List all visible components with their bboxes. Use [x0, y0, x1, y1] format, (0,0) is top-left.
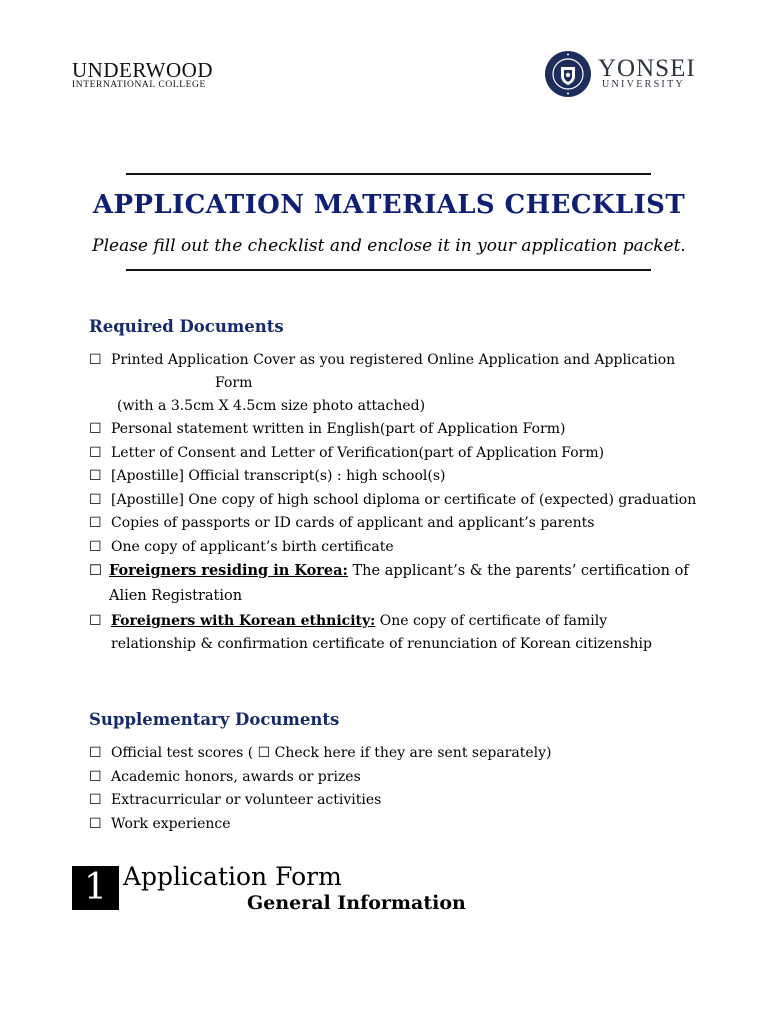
supplementary-documents-heading: Supplementary Documents — [89, 710, 340, 729]
required-item-foreigners-residing-continued: Alien Registration — [109, 588, 243, 604]
checkbox[interactable]: ☐ — [89, 445, 102, 461]
checkbox[interactable]: ☐ — [89, 515, 102, 531]
required-item-personal-statement — [89, 420, 565, 438]
checkbox[interactable]: ☐ — [89, 492, 102, 508]
page-title: APPLICATION MATERIALS CHECKLIST — [92, 190, 686, 220]
underwood-logo-line1: UNDERWOOD — [72, 58, 213, 82]
item-label: Printed Application Cover as you registered Online Application and Application — [111, 352, 676, 368]
required-item-application-cover-continued: Form — [215, 375, 253, 391]
checkbox[interactable]: ☐ — [89, 468, 102, 484]
required-item-birth-certificate — [89, 538, 394, 556]
required-item-letter-of-consent — [89, 444, 604, 462]
checkbox[interactable]: ☐ — [89, 816, 102, 832]
checkbox[interactable]: ☐ — [89, 792, 102, 808]
item-label: Official test scores ( ☐ Check here if they are sent separately) — [111, 745, 552, 761]
item-label-bold: Foreigners with Korean ethnicity: — [111, 613, 376, 629]
yonsei-logo — [544, 50, 704, 98]
checkbox[interactable]: ☐ — [89, 769, 102, 785]
item-label: Work experience — [111, 816, 231, 832]
item-label: Academic honors, awards or prizes — [111, 769, 361, 785]
supplementary-item-honors — [89, 768, 361, 786]
checkbox[interactable]: ☐ — [89, 539, 102, 555]
checkbox[interactable]: ☐ — [89, 352, 102, 368]
supplementary-item-work-experience — [89, 815, 231, 833]
section-title: Application Form — [123, 862, 342, 891]
item-label: Letter of Consent and Letter of Verification(part of Application Form) — [111, 445, 605, 461]
supplementary-item-test-scores — [89, 744, 551, 762]
item-label: [Apostille] One copy of high school diploma or certificate of (expected) graduation — [111, 492, 697, 508]
checkbox[interactable]: ☐ — [89, 563, 102, 579]
required-documents-heading: Required Documents — [89, 317, 284, 336]
item-label: [Apostille] Official transcript(s) : high school(s) — [111, 468, 446, 484]
item-label-bold: Foreigners residing in Korea: — [109, 562, 348, 579]
checkbox[interactable]: ☐ — [89, 745, 102, 761]
underwood-logo — [72, 60, 213, 90]
item-label: One copy of certificate of family — [375, 613, 608, 629]
underwood-logo-line2: INTERNATIONAL COLLEGE — [72, 80, 206, 90]
item-label: The applicant’s & the parents’ certification of — [347, 563, 689, 579]
required-item-foreigners-residing — [89, 562, 689, 580]
required-item-korean-ethnicity — [89, 612, 607, 630]
yonsei-logo-line1: YONSEI — [598, 55, 696, 82]
required-item-transcript — [89, 467, 446, 485]
item-label: Copies of passports or ID cards of applicant and applicant’s parents — [111, 515, 595, 531]
section-subtitle: General Information — [247, 892, 466, 914]
yonsei-seal-icon — [544, 50, 592, 98]
required-item-application-cover — [89, 351, 675, 369]
checkbox[interactable]: ☐ — [89, 613, 102, 629]
bottom-rule — [126, 269, 651, 271]
top-rule — [126, 173, 651, 175]
yonsei-logo-line2: UNIVERSITY — [602, 79, 685, 90]
required-item-korean-ethnicity-continued: relationship & confirmation certificate of renunciation of Korean citizenship — [111, 636, 652, 652]
required-item-photo-note: (with a 3.5cm X 4.5cm size photo attached) — [117, 398, 426, 414]
page-subtitle: Please fill out the checklist and enclose it in your application packet. — [92, 236, 686, 256]
required-item-diploma — [89, 491, 696, 509]
supplementary-item-activities — [89, 791, 381, 809]
item-label: Personal statement written in English(part of Application Form) — [111, 421, 566, 437]
item-label: One copy of applicant’s birth certificate — [111, 539, 394, 555]
section-number-badge: 1 — [72, 866, 119, 910]
item-label: Extracurricular or volunteer activities — [111, 792, 382, 808]
required-item-passports — [89, 514, 594, 532]
checkbox[interactable]: ☐ — [89, 421, 102, 437]
